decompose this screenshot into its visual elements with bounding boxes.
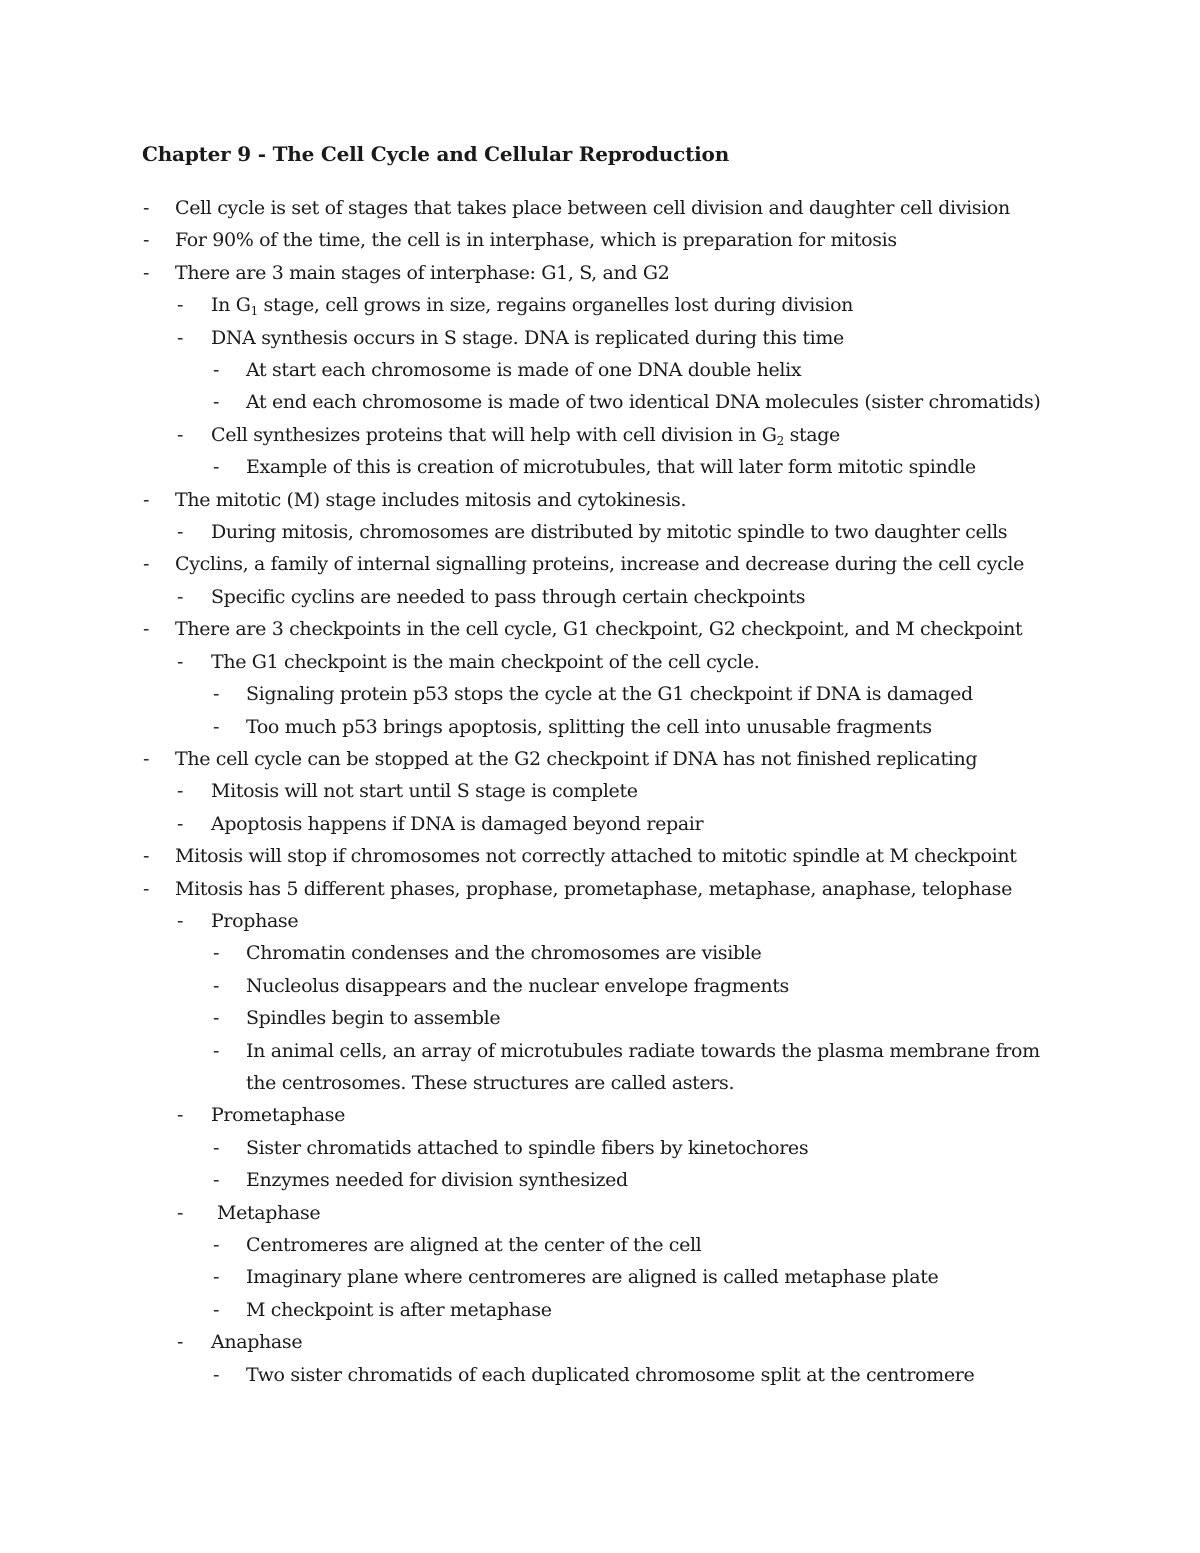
list-item (0, 873, 1135, 905)
bullet-dash: - (213, 942, 220, 965)
list-item (0, 1229, 1056, 1261)
list-item (0, 1035, 1056, 1100)
subscript: 2 (776, 433, 784, 448)
bullet-dash: - (213, 1169, 220, 1192)
list-item-text: In animal cells, an array of microtubules radiate towards the plasma membrane from the centrosomes. These structures are called asters. (246, 1039, 1040, 1094)
bullet-dash: - (213, 683, 220, 706)
list-item-text: Mitosis will not start until S stage is complete (211, 780, 638, 803)
list-item-text: Mitosis has 5 different phases, prophase, prometaphase, metaphase, anaphase, telophase (175, 877, 1012, 900)
list-item-text: At end each chromosome is made of two identical DNA molecules (sister chromatids) (246, 391, 1041, 414)
list-item (0, 1002, 1056, 1034)
list-item-text: At start each chromosome is made of one DNA double helix (246, 359, 802, 382)
bullet-dash: - (177, 1201, 184, 1224)
list-item (0, 322, 1111, 354)
subscript: 1 (250, 304, 258, 319)
bullet-dash: - (177, 521, 184, 544)
bullet-dash: - (143, 197, 150, 219)
list-item-text: Cell cycle is set of stages that takes place between cell division and daughter cell division (175, 197, 1010, 219)
bullet-dash: - (143, 229, 150, 252)
list-item (0, 1099, 1111, 1131)
list-item (0, 581, 1111, 613)
list-item-text: There are 3 checkpoints in the cell cycle, G1 checkpoint, G2 checkpoint, and M checkpoint (175, 618, 1023, 641)
bullet-dash: - (213, 359, 220, 382)
bullet-dash: - (177, 326, 184, 349)
bullet-dash: - (177, 909, 184, 932)
list-item-text: Enzymes needed for division synthesized (246, 1169, 628, 1192)
list-item (0, 937, 1056, 969)
bullet-dash: - (143, 877, 150, 900)
bullet-dash: - (143, 261, 150, 284)
list-item-text: M checkpoint is after metaphase (246, 1298, 552, 1321)
list-item-text: The cell cycle can be stopped at the G2 checkpoint if DNA has not finished replicating (175, 747, 978, 770)
list-item-text (211, 424, 840, 446)
list-item-text: The G1 checkpoint is the main checkpoint of the cell cycle. (211, 650, 760, 673)
bullet-dash: - (143, 553, 150, 576)
list-item (0, 1164, 1056, 1196)
list-item (0, 516, 1111, 548)
list-item (0, 548, 1135, 580)
bullet-dash: - (213, 1136, 220, 1159)
bullet-dash: - (213, 974, 220, 997)
list-item (0, 743, 1135, 775)
list-item-text: Specific cyclins are needed to pass through certain checkpoints (211, 585, 806, 608)
bullet-dash: - (213, 1234, 220, 1256)
list-item-text: For 90% of the time, the cell is in interphase, which is preparation for mitosis (175, 229, 897, 252)
bullet-dash: - (177, 1104, 184, 1127)
list-item (0, 808, 1111, 840)
list-item-text: Too much p53 brings apoptosis, splitting the cell into unusable fragments (246, 715, 932, 738)
list-item-text: Prometaphase (211, 1104, 346, 1127)
list-item-text-start: Cell synthesizes proteins that will help with cell division in G (211, 423, 777, 446)
list-item (0, 1132, 1056, 1164)
bullet-dash: - (213, 1363, 220, 1386)
list-item-text: DNA synthesis occurs in S stage. DNA is replicated during this time (211, 326, 844, 349)
list-item-text: During mitosis, chromosomes are distributed by mitotic spindle to two daughter cells (211, 521, 1008, 544)
list-item (0, 386, 1056, 418)
list-item-text: Prophase (211, 909, 299, 932)
list-item-text: Example of this is creation of microtubules, that will later form mitotic spindle (246, 456, 976, 479)
bullet-dash: - (213, 1266, 220, 1289)
list-item (0, 451, 1056, 483)
list-item-text: Mitosis will stop if chromosomes not correctly attached to mitotic spindle at M checkpoint (175, 845, 1017, 868)
bullet-dash: - (213, 456, 220, 479)
list-item (0, 192, 1135, 224)
notes-list (0, 192, 1200, 1391)
list-item-text: Spindles begin to assemble (246, 1007, 501, 1030)
list-item-text: Centromeres are aligned at the center of the cell (246, 1234, 702, 1256)
list-item-text-end: stage (783, 423, 840, 446)
list-item (0, 970, 1056, 1002)
list-item (0, 646, 1111, 678)
list-item (0, 678, 1056, 710)
list-item-text: Nucleolus disappears and the nuclear envelope fragments (246, 974, 789, 997)
list-item-text: Chromatin condenses and the chromosomes are visible (246, 942, 762, 965)
list-item-text: Cyclins, a family of internal signalling proteins, increase and decrease during the cell cycle (175, 553, 1025, 576)
bullet-dash: - (177, 780, 184, 803)
bullet-dash: - (177, 423, 184, 446)
bullet-dash: - (213, 1298, 220, 1321)
list-item-text: Sister chromatids attached to spindle fibers by kinetochores (246, 1136, 809, 1159)
page-title: Chapter 9 - The Cell Cycle and Cellular Reproduction (142, 142, 730, 166)
list-item-text: Metaphase (217, 1201, 321, 1224)
bullet-dash: - (143, 488, 150, 511)
list-item (0, 840, 1135, 872)
list-item-text (211, 294, 854, 319)
list-item (0, 775, 1111, 807)
list-item (0, 419, 1111, 451)
list-item (0, 1294, 1056, 1326)
list-item-text: Anaphase (211, 1331, 303, 1354)
bullet-dash: - (143, 747, 150, 770)
list-item-text: There are 3 main stages of interphase: G1, S, and G2 (175, 261, 670, 284)
list-item (0, 224, 1135, 256)
list-item (0, 257, 1135, 289)
bullet-dash: - (213, 715, 220, 738)
list-item (0, 354, 1056, 386)
bullet-dash: - (213, 1039, 220, 1062)
list-item (0, 289, 1111, 321)
bullet-dash: - (143, 618, 150, 641)
bullet-dash: - (213, 391, 220, 414)
list-item-text: Apoptosis happens if DNA is damaged beyond repair (211, 812, 704, 835)
bullet-dash: - (177, 585, 184, 608)
list-item-text-end: stage, cell grows in size, regains organelles lost during division (257, 294, 854, 317)
bullet-dash: - (177, 812, 184, 835)
list-item (0, 1326, 1111, 1358)
list-item (0, 484, 1135, 516)
bullet-dash: - (177, 1331, 184, 1354)
list-item (0, 905, 1111, 937)
list-item-text: The mitotic (M) stage includes mitosis and cytokinesis. (175, 488, 687, 511)
bullet-dash: - (213, 1007, 220, 1030)
list-item-text: Signaling protein p53 stops the cycle at the G1 checkpoint if DNA is damaged (246, 683, 973, 706)
list-item (0, 1359, 1056, 1391)
list-item (0, 711, 1056, 743)
list-item-text: Imaginary plane where centromeres are aligned is called metaphase plate (246, 1266, 939, 1289)
list-item-text-start: In G (211, 294, 251, 317)
bullet-dash: - (143, 845, 150, 868)
bullet-dash: - (177, 650, 184, 673)
list-item (0, 1261, 1056, 1293)
bullet-dash: - (177, 294, 184, 317)
list-item-text: Two sister chromatids of each duplicated chromosome split at the centromere (246, 1363, 975, 1386)
list-item (0, 613, 1135, 645)
list-item (0, 1197, 1111, 1229)
